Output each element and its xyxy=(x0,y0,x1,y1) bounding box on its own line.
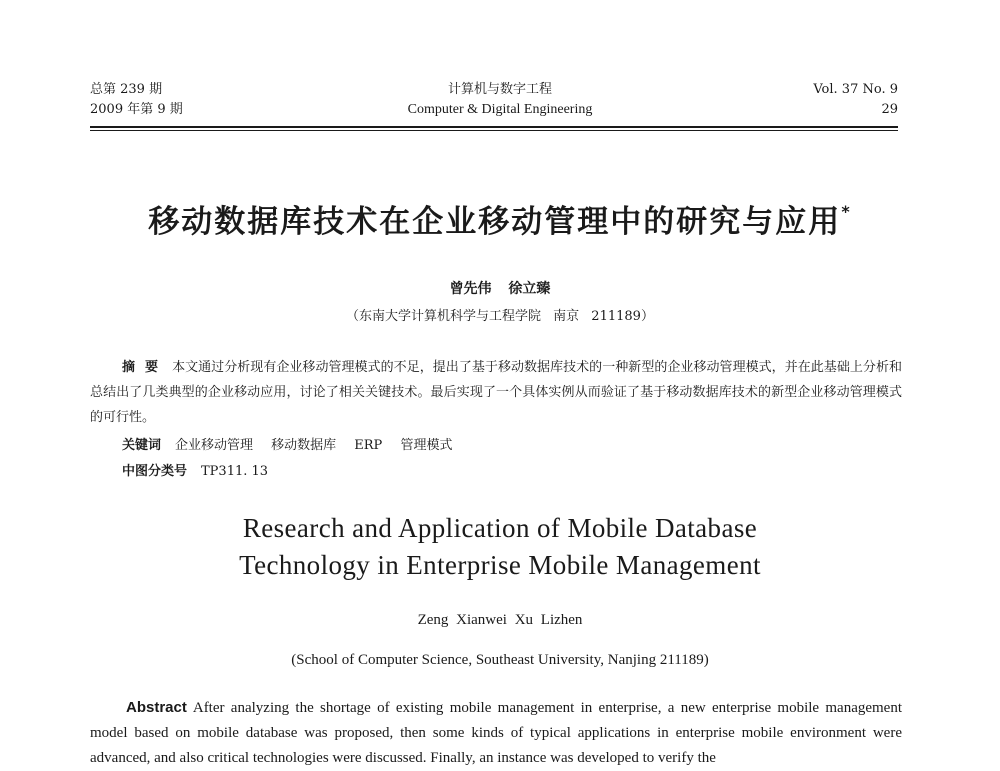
keywords-cn-text: 企业移动管理 移动数据库 ERP 管理模式 xyxy=(175,438,453,453)
classification-label: 中图分类号 xyxy=(122,464,188,479)
journal-name-en: Computer & Digital Engineering xyxy=(407,102,593,117)
paper-title-en-line2: Technology in Enterprise Mobile Management xyxy=(239,550,761,580)
affiliation-en: (School of Computer Science, Southeast University, Nanjing 211189) xyxy=(291,652,709,668)
paper-title-cn-text: 移动数据库技术在企业移动管理中的研究与应用 xyxy=(148,204,842,240)
journal-name xyxy=(300,80,700,120)
classification-text: TP311. 13 xyxy=(201,464,269,479)
title-footnote-mark: * xyxy=(841,201,852,221)
issue-total: 总第 239 期 xyxy=(90,82,163,97)
paper-title-en xyxy=(0,510,1000,584)
abstract-cn xyxy=(90,355,902,430)
volume-number: Vol. 37 No. 9 xyxy=(813,82,898,97)
header-rule-thick xyxy=(90,126,898,128)
page-number: 29 xyxy=(881,102,898,117)
authors-cn: 曾先伟 徐立臻 xyxy=(449,281,551,297)
paper-title-en-line1: Research and Application of Mobile Database xyxy=(242,513,758,543)
journal-name-cn: 计算机与数字工程 xyxy=(447,82,552,97)
issue-year: 2009 年第 9 期 xyxy=(90,102,183,117)
header-rule-thin xyxy=(90,130,898,131)
paper-title-cn xyxy=(0,196,1000,241)
abstract-cn-label: 摘要 xyxy=(122,360,169,375)
abstract-cn-text: 本文通过分析现有企业移动管理模式的不足，提出了基于移动数据库技术的一种新型的企业移动管理模式，并在此基础上分析和总结出了几类典型的企业移动应用，讨论了相关关键技术。最后实现了一个具体实例从而验证了基于移动数据库技术的新型企业移动管理模式的可行性。 xyxy=(90,360,902,425)
classification-number xyxy=(122,460,268,479)
keywords-cn xyxy=(122,434,452,453)
authors-en: Zeng Xianwei Xu Lizhen xyxy=(417,612,583,628)
keywords-cn-label: 关键词 xyxy=(122,438,162,453)
affiliation-cn: （东南大学计算机科学与工程学院 南京 211189） xyxy=(346,309,654,324)
volume-info xyxy=(813,80,898,120)
abstract-en-text: After analyzing the shortage of existing mobile management in enterprise, a new enterprise mobile management model based on mobile database was proposed, then some kinds of typical applications in enterprise mobile environment were advanced, and also critical technologies were discussed. Finally, an instance was developed to verify the xyxy=(90,700,902,766)
abstract-en-label: Abstract xyxy=(126,699,187,716)
journal-issue-info xyxy=(90,80,183,120)
